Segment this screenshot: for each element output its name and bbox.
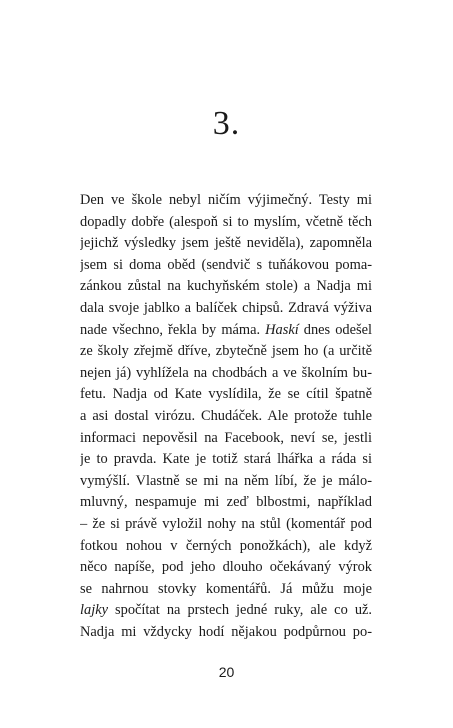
text-segment: a asi dostal virózu. Chudáček. Ale protože tuhle	[80, 407, 372, 424]
page-number: 20	[218, 664, 235, 680]
text-line	[80, 212, 372, 234]
text-line	[80, 276, 372, 298]
text-segment: Den ve škole nebyl ničím výjimečný. Testy mi	[80, 192, 372, 208]
text-segment: jejichž výsledky jsem ještě neviděla), zapomněla	[80, 235, 372, 252]
text-line	[80, 600, 372, 622]
text-segment: nade všechno, řekla by máma.	[80, 321, 266, 338]
text-segment: fotkou nohou v černých ponožkách), ale když	[80, 537, 372, 554]
text-segment: dnes odešel	[298, 321, 372, 338]
italic-text: Haskí	[265, 321, 299, 338]
text-segment: dopadly dobře (alespoň si to myslím, včetně těch	[80, 213, 372, 230]
text-line	[80, 384, 372, 406]
text-segment: jsem si doma oběd (sendvič s tuňákovou poma-	[80, 256, 372, 273]
text-line	[80, 233, 372, 255]
text-line	[80, 536, 372, 558]
text-segment: – že si právě vyložil nohy na stůl (komentář pod	[80, 515, 372, 532]
text-segment: fetu. Nadja od Kate vyslídila, že se cítil špatně	[80, 386, 372, 403]
text-segment: nejen já) vyhlížela na chodbách a ve školním bu-	[80, 364, 372, 381]
text-line	[80, 363, 372, 385]
text-line	[80, 406, 372, 428]
text-line	[80, 255, 372, 277]
body-text	[80, 190, 372, 643]
text-segment: ze školy zřejmě dříve, zbytečně jsem ho (a určitě	[80, 343, 372, 360]
text-line	[80, 320, 372, 342]
text-line	[80, 428, 372, 450]
text-line	[80, 492, 372, 514]
text-segment: vymýšlí. Vlastně se mi na něm líbí, že je málo-	[80, 472, 372, 489]
text-line	[80, 341, 372, 363]
text-line	[80, 298, 372, 320]
text-line	[80, 579, 372, 601]
text-segment: dala svoje jablko a balíček chipsů. Zdravá výživa	[80, 299, 372, 316]
text-segment: zánkou zůstal na kuchyňském stole) a Nadja mi	[80, 278, 372, 295]
text-segment: Nadja mi vždycky hodí nějakou podpůrnou po-	[80, 623, 372, 640]
text-segment: informaci nepověsil na Facebook, neví se, jestli	[80, 429, 372, 446]
text-segment: něco napíše, pod jeho dlouho očekávaný výrok	[80, 559, 372, 576]
text-line	[80, 514, 372, 536]
text-segment: mluvný, nespamuje mi zeď blbostmi, například	[80, 494, 372, 511]
text-line	[80, 557, 372, 579]
text-line	[80, 471, 372, 493]
text-line	[80, 449, 372, 471]
chapter-number: 3.	[212, 105, 241, 142]
text-line	[80, 622, 372, 644]
text-segment: spočítat na prstech jedné ruky, ale co už.	[107, 602, 372, 619]
italic-text: lajky	[80, 602, 108, 619]
text-line	[80, 190, 372, 212]
text-segment: se nahrnou stovky komentářů. Já můžu moje	[80, 580, 372, 597]
text-segment: je to pravda. Kate je totiž stará lhářka a ráda si	[80, 451, 372, 468]
